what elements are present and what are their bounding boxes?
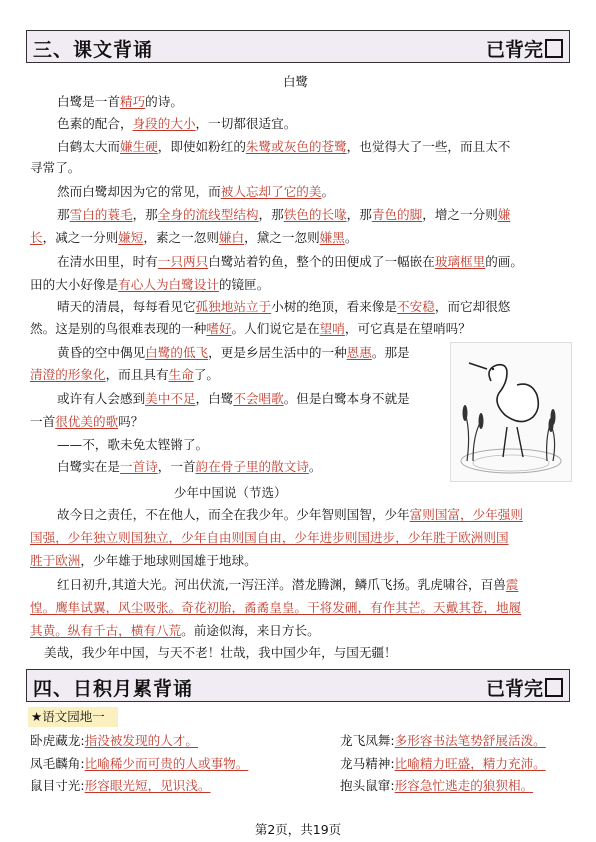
text-segment: 的诗。 [145, 94, 183, 109]
idiom-word: 凤毛麟角: [30, 756, 85, 771]
text-segment: 。 [321, 184, 335, 199]
text-segment: ，更是乡居生活中的一种 [208, 345, 347, 360]
text-segment: 田的大小好像是 [30, 277, 119, 292]
recited-checkbox-label[interactable]: 已背完 [486, 35, 563, 62]
answer-blank: 青色的脚 [371, 207, 423, 222]
text-segment: ，也觉得大了一些，而且太不 [346, 139, 511, 154]
chinese-garden-badge: ★语文园地一 [28, 707, 118, 727]
text-line [44, 642, 397, 663]
idiom-meaning: 多形容书法笔势舒展活泼。 [394, 733, 546, 748]
idiom-item [30, 775, 211, 794]
answer-blank: 嫌白 [218, 230, 245, 245]
answer-blank: 望哨 [319, 321, 345, 336]
answer-blank: 生命 [168, 367, 194, 382]
text-segment: 。 [344, 230, 358, 245]
answer-blank: 铁色的长喙 [283, 207, 347, 222]
text-line [57, 388, 410, 409]
egret-illustration [450, 342, 572, 482]
recited-checkbox-label[interactable]: 已背完 [486, 674, 563, 701]
text-line [57, 181, 334, 202]
text-segment: ，而且具有 [105, 367, 169, 382]
answer-blank: 精巧 [119, 94, 146, 109]
answer-blank: 孤独地站立于 [195, 299, 272, 314]
text-line [30, 620, 320, 641]
text-segment: 故今日之责任，不在他人，而全在我少年。少年智则国智，少年 [57, 507, 410, 522]
text-segment: ，白鹭 [195, 391, 234, 406]
answer-blank: 嗜好 [206, 321, 232, 336]
text-segment: 吗？ [118, 414, 144, 429]
answer-blank: 韵在骨子里的散文诗 [195, 459, 309, 474]
text-line [30, 318, 471, 339]
text-line [57, 296, 510, 317]
text-segment: 晴天的清晨，每每看见它 [57, 299, 196, 314]
text-segment: 。前途似海，来日方长。 [181, 623, 320, 638]
idiom-meaning: 比喻精力旺盛，精力充沛。 [394, 756, 546, 771]
text-segment: 那 [57, 207, 70, 222]
idiom-meaning: 形容眼光短，见识浅。 [84, 778, 211, 793]
idiom-word: 卧虎藏龙: [30, 733, 85, 748]
text-line [30, 227, 357, 248]
text-segment: ，素之一忽则 [143, 230, 219, 245]
answer-blank: 嫌短 [118, 230, 144, 245]
text-segment: ，可它真是在望哨吗？ [344, 321, 471, 336]
answer-blank: 国强，少年独立则国独立，少年自由则国自由，少年进步则国进步，少年胜于欧洲则国 [30, 530, 509, 545]
text-segment: 白鹭实在是 [57, 459, 120, 474]
text-segment: 白鹤太大而 [57, 139, 120, 154]
text-segment: ——不，歌未免太铿锵了。 [57, 437, 209, 452]
text-segment: ，减之一分则 [42, 230, 119, 245]
section-header-daily-accumulation [26, 669, 570, 702]
idiom-item [340, 775, 533, 794]
idiom-word: 鼠目寸光: [30, 778, 85, 793]
text-segment: 美哉，我少年中国，与天不老！壮哉，我中国少年，与国无疆！ [44, 645, 397, 660]
poem-title-young-china: 少年中国说（节选） [174, 485, 287, 500]
text-line [30, 274, 269, 295]
text-segment: 。但是白鹭本身不就是 [283, 391, 410, 406]
idiom-item [30, 730, 198, 749]
text-segment: 白鹭是一首 [57, 94, 120, 109]
text-segment: 色素的配合， [57, 116, 133, 131]
text-segment: 红日初升,其道大光。河出伏流,一泻汪洋。潜龙腾渊，鳞爪飞扬。乳虎啸谷，百兽 [57, 577, 506, 592]
text-segment: 在清水田里，时有 [57, 254, 158, 269]
answer-blank: 胜于欧洲 [30, 553, 81, 568]
text-segment: ，增之一分则 [422, 207, 498, 222]
text-line [57, 434, 208, 455]
text-line [57, 251, 523, 272]
text-line [30, 411, 143, 432]
text-line [57, 136, 510, 157]
idiom-meaning: 形容急忙逃走的狼狈相。 [394, 778, 534, 793]
answer-blank: 朱鹭或灰色的苍鹭 [245, 139, 347, 154]
answer-blank: 一只两只 [157, 254, 209, 269]
answer-blank: 被人忘却了它的美 [220, 184, 322, 199]
text-segment: 小树的绝顶，看来像是 [271, 299, 398, 314]
text-segment: 的画。 [485, 254, 523, 269]
text-segment: 了。 [193, 367, 219, 382]
idiom-item [30, 753, 248, 772]
checkbox-icon[interactable] [545, 39, 563, 58]
idiom-meaning: 比喻稀少而可贵的人或事物。 [84, 756, 249, 771]
answer-blank: 美中不足 [145, 391, 196, 406]
text-segment: ，少年雄于地球则国雄于地球。 [80, 553, 257, 568]
text-line [30, 597, 521, 618]
answer-blank: 清澄的形象化 [30, 367, 106, 382]
text-segment: 白鹭站着钓鱼，整个的田便成了一幅嵌在 [208, 254, 435, 269]
answer-blank: 很优美的歌 [55, 414, 119, 429]
idiom-word: 龙马精神: [340, 756, 395, 771]
answer-blank: 有心人为白鹭设计 [118, 277, 219, 292]
poem-title-egret: 白鹭 [283, 74, 309, 89]
text-segment: 的镜匣。 [218, 277, 270, 292]
text-line [30, 157, 80, 178]
answer-blank: 震 [505, 577, 519, 592]
text-line [30, 364, 219, 385]
idiom-meaning: 指没被发现的人才。 [84, 733, 198, 748]
answer-blank: 惶。鹰隼试翼，风尘吸张。奇花初胎，矞矞皇皇。干将发硎，有作其芒。天戴其苍，地履 [30, 600, 522, 615]
text-segment: 然而白鹭却因为它的常见，而 [57, 184, 221, 199]
text-segment: ，那 [346, 207, 372, 222]
text-segment: ，即使如粉红的 [157, 139, 246, 154]
idiom-item [340, 753, 546, 772]
answer-blank: 全身的流线型结构 [157, 207, 259, 222]
checkbox-icon[interactable] [545, 678, 563, 697]
text-line [57, 504, 523, 525]
answer-blank: 身段的大小 [132, 116, 196, 131]
text-segment: 寻常了。 [30, 160, 81, 175]
text-line [30, 550, 257, 571]
text-line [57, 342, 410, 363]
answer-blank: 不会唱歌 [233, 391, 284, 406]
idiom-item [340, 730, 546, 749]
text-line [57, 91, 183, 112]
text-segment: 。 [308, 459, 322, 474]
text-line [57, 574, 518, 595]
text-segment: ，而它却很悠 [434, 299, 511, 314]
answer-blank: 不安稳 [397, 299, 435, 314]
answer-blank: 富则国富，少年强则 [409, 507, 523, 522]
answer-blank: 白鹭的低飞 [145, 345, 209, 360]
answer-blank: 嫌黑 [319, 230, 345, 245]
text-segment: ，一切都很适宜。 [195, 116, 297, 131]
section-title: 四、日积月累背诵 [33, 678, 194, 700]
page-number: 第2页，共19页 [254, 822, 342, 837]
section-header-recitation [26, 30, 570, 63]
idiom-word: 抱头鼠窜: [340, 778, 395, 793]
text-segment: 然。这是别的鸟很难表现的一种 [30, 321, 207, 336]
text-segment: 黄昏的空中偶见 [57, 345, 146, 360]
section-title: 三、课文背诵 [33, 39, 154, 61]
text-line [57, 204, 510, 225]
answer-blank: 玻璃框里 [434, 254, 486, 269]
text-segment: ，一首 [157, 459, 196, 474]
idiom-word: 龙飞凤舞: [340, 733, 395, 748]
text-segment: ，那 [132, 207, 158, 222]
text-line [30, 527, 509, 548]
text-line [57, 456, 321, 477]
answer-blank: 恩惠 [346, 345, 372, 360]
text-segment: ，那 [258, 207, 284, 222]
answer-blank: 嫌生硬 [119, 139, 158, 154]
text-segment: 。那是 [371, 345, 410, 360]
text-segment: ，黛之一忽则 [244, 230, 320, 245]
text-segment: 一首 [30, 414, 56, 429]
answer-blank: 其黄。纵有千古，横有八荒 [30, 623, 182, 638]
text-line [57, 113, 296, 134]
answer-blank: 嫌 [497, 207, 511, 222]
answer-blank: 长 [30, 230, 43, 245]
answer-blank: 一首诗 [119, 459, 158, 474]
text-segment: 或许有人会感到 [57, 391, 146, 406]
text-segment: 。人们说它是在 [231, 321, 320, 336]
answer-blank: 雪白的蓑毛 [69, 207, 133, 222]
